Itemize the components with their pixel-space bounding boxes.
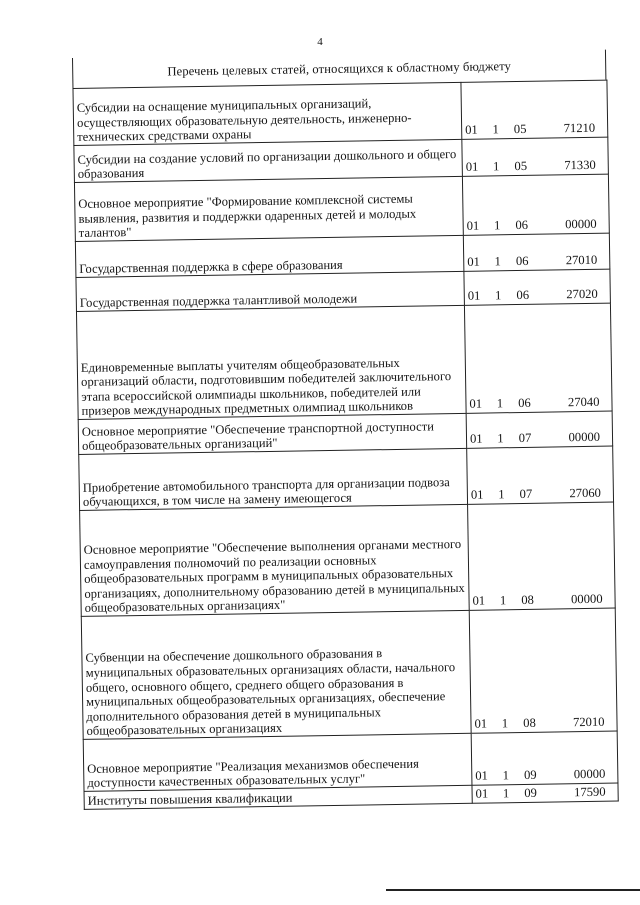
- code-part: 08: [523, 716, 536, 731]
- code-part: 1: [502, 768, 510, 783]
- code-part: 27010: [565, 253, 598, 268]
- target-items-table: [72, 80, 618, 810]
- code-part: 06: [516, 288, 530, 303]
- code-part: 1: [492, 122, 499, 137]
- row-name: Основное мероприятие "Формирование комплексной системы выявления, развития и поддержки одаренных детей и молодых талантов": [74, 176, 463, 241]
- code-part: 01: [469, 432, 483, 447]
- code-part: 1: [501, 716, 509, 731]
- row-name: Государственная поддержка талантливой молодежи: [76, 271, 464, 311]
- budget-document: [72, 50, 622, 809]
- code-part: 07: [519, 487, 533, 502]
- code-part: 27040: [567, 395, 600, 410]
- code-part: 1: [493, 218, 501, 233]
- code-part: 1: [494, 254, 502, 269]
- code-part: 06: [518, 396, 531, 411]
- row-code: [464, 303, 612, 413]
- table-row: [79, 446, 614, 510]
- code-part: 00000: [565, 217, 597, 232]
- code-part: 06: [515, 218, 529, 233]
- code-part: 01: [470, 487, 484, 503]
- row-name: Основное мероприятие "Реализация механизмов обеспечения доступности качественных образовательных услуг": [83, 733, 472, 791]
- row-code: [472, 783, 618, 803]
- row-code: [463, 233, 610, 271]
- code-part: 1: [496, 396, 504, 411]
- code-part: 00000: [568, 430, 601, 445]
- code-part: 01: [475, 768, 489, 784]
- row-code: [469, 608, 617, 733]
- code-part: 71210: [563, 121, 596, 136]
- code-part: 06: [515, 254, 529, 269]
- row-name: Государственная поддержка в сфере образования: [75, 235, 464, 277]
- code-part: 05: [514, 159, 528, 174]
- row-name: Единовременные выплаты учителям общеобразовательных организаций области, подготовившим победителей заключительного этапа всероссийской олимпиады школьников, победителей или призеров международных предметных олимпиад школьников: [76, 305, 466, 419]
- row-code: [461, 80, 608, 139]
- code-part: 1: [497, 431, 504, 446]
- row-code: [467, 446, 614, 504]
- table-row: [76, 303, 612, 419]
- code-part: 1: [498, 487, 505, 502]
- code-part: 1: [499, 593, 507, 608]
- code-part: 01: [466, 219, 480, 234]
- code-part: 27060: [569, 486, 602, 501]
- table-row: [80, 502, 616, 616]
- row-code: [464, 269, 611, 305]
- table-row: [81, 608, 617, 739]
- row-code: [466, 411, 613, 448]
- bottom-scan-line: [386, 889, 640, 891]
- code-part: 1: [495, 288, 502, 303]
- code-part: 27020: [566, 287, 598, 302]
- code-part: 01: [475, 786, 489, 802]
- row-name: Приобретение автомобильного транспорта для организации подвоза обучающихся, в том числе на замену имеющегося: [79, 448, 468, 510]
- row-name: Основное мероприятие "Обеспечение выполнения органами местного самоуправления полномочий по реализации основных общеобразовательных программ в муниципальных образовательных организациях, дополнительному образованию детей в муниципальных общеобразовательных организациях": [80, 504, 470, 616]
- code-part: 01: [469, 397, 483, 412]
- code-part: 00000: [573, 767, 606, 782]
- code-part: 17590: [574, 785, 606, 800]
- row-name: Субвенции на обеспечение дошкольного образования в муниципальных образовательных организациях области, начального общего, основного общего, среднего общего образования в муниципальных общеобразовательных организациях, обеспечение дополнительного образования детей в муниципальных общеобразовательных организациях: [81, 610, 471, 739]
- row-name: Институты повышения квалификации: [84, 785, 472, 809]
- code-part: 72010: [572, 715, 605, 730]
- table-title: Перечень целевых статей, относящихся к областному бюджету: [72, 50, 606, 88]
- row-name: Субсидии на создание условий по организации дошкольного и общего образования: [74, 139, 463, 182]
- code-part: 00000: [570, 592, 603, 607]
- code-part: 01: [465, 160, 479, 175]
- row-name: Основное мероприятие "Обеспечение транспортной доступности общеобразовательных организаций": [78, 413, 467, 454]
- code-part: 01: [474, 716, 488, 732]
- code-part: 07: [518, 431, 532, 446]
- row-code: [471, 731, 618, 785]
- page-number: 4: [317, 36, 323, 48]
- code-part: 01: [467, 255, 480, 270]
- code-part: 1: [492, 159, 500, 174]
- row-code: [462, 137, 609, 176]
- code-part: 01: [465, 123, 478, 138]
- code-part: 71330: [564, 158, 596, 173]
- code-part: 05: [513, 122, 527, 137]
- row-code: [462, 174, 609, 235]
- row-code: [468, 502, 616, 610]
- code-part: 08: [521, 593, 534, 608]
- code-part: 09: [524, 786, 538, 801]
- table-row: [73, 80, 608, 145]
- code-part: 01: [472, 593, 486, 609]
- table-row: [74, 174, 609, 241]
- table-row: [83, 731, 618, 791]
- code-part: 01: [467, 289, 481, 304]
- code-part: 1: [502, 786, 510, 801]
- row-name: Субсидии на оснащение муниципальных организаций, осуществляющих образовательную деятельность, инженерно-технических средствами охраны: [73, 82, 462, 145]
- code-part: 09: [523, 768, 537, 783]
